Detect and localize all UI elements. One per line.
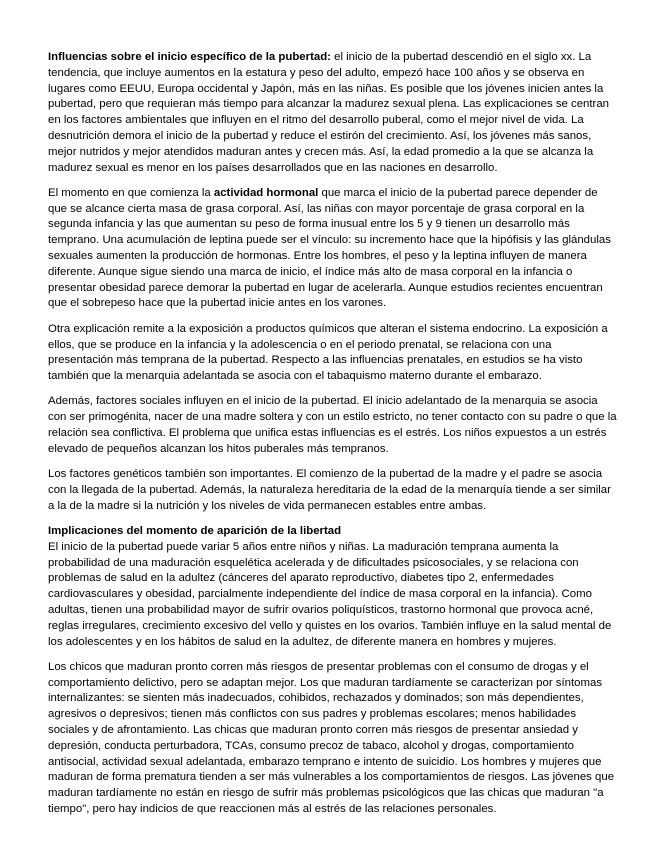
text-segment: Los factores genéticos también son importantes. El comienzo de la pubertad de la madre y el padre se asocia con la llegada de la pubertad. Además, la naturaleza hereditaria de la edad de la menarquía tiende a ser similar a la de la madre si la nutrición y los niveles de vida permanecen estables entre ambas. <box>48 468 611 512</box>
bold-text-segment: actividad hormonal <box>213 186 319 199</box>
text-segment: El inicio de la pubertad puede variar 5 años entre niños y niñas. La maduración temprana aumenta la probabilidad de una maduración esquelética acelerada y de dificultades psicosociales, y se relaciona con problemas de salud en la adultez (cánceres del aparato reproductivo, diabetes tipo 2, enfermedades cardiovasculares y obesidad, parcialmente independiente del índice de masa corporal en la infancia). Como adultas, tienen una probabilidad mayor de sufrir ovarios poliquísticos, trastorno hormonal que provoca acné, reglas irregulares, crecimiento excesivo del vello y quistes en los ovarios. También influye en la salud mental de los adolescentes y en los hábitos de salud en la adultez, de diferente manera en hombres y mujeres. <box>48 540 612 648</box>
paragraph <box>48 524 617 650</box>
text-segment: Otra explicación remite a la exposición a productos químicos que alteran el sistema endocrino. La exposición a ellos, que se produce en la infancia y la adolescencia o en el periodo prenatal, se relaciona con una presentación más temprana de la pubertad. Respecto a las influencias prenatales, en estudios se ha visto también que la menarquia adelantada se asocia con el tabaquismo materno durante el embarazo. <box>48 322 608 383</box>
text-segment: el inicio de la pubertad descendió en el siglo xx. La tendencia, que incluye aumentos en la estatura y peso del adulto, empezó hace 100 años y se observa en lugares como EEUU, Europa occidental y Japón, más en las niñas. Es posible que los jóvenes inicien antes la pubertad, pero que requieran más tiempo para alcanzar la madurez sexual plena. Las explicaciones se centran en los factores ambientales que influyen en el ritmo del desarrollo puberal, como el mejor nivel de vida. La desnutrición demora el inicio de la pubertad y reduce el estirón del crecimiento. Así, los jóvenes más sanos, mejor nutridos y mejor atendidos maduran antes y crecen más. Así, la edad promedio a la que se alcanza la madurez sexual es menor en los países desarrollados que en las naciones en desarrollo. <box>48 51 610 174</box>
text-segment: Además, factores sociales influyen en el inicio de la pubertad. El inicio adelantado de la menarquia se asocia con ser primogénita, nacer de una madre soltera y con un estilo estricto, no tener contacto con su padre o que la relación sea conflictiva. El problema que unifica estas influencias es el estrés. Los niños expuestos a un estrés elevado de pequeños alcanzan los hitos puberales más tempranos. <box>48 395 617 455</box>
paragraph <box>48 467 617 514</box>
text-segment: El momento en que comienza la <box>48 186 214 199</box>
paragraph <box>48 186 617 312</box>
paragraph <box>48 50 617 176</box>
bold-text-segment: Influencias sobre el inicio específico de la pubertad: <box>48 51 331 63</box>
text-segment: Los chicos que maduran pronto corren más riesgos de presentar problemas con el consumo de drogas y el comportamiento delictivo, pero se adaptan mejor. Los que maduran tardíamente se caracterizan por síntomas internalizantes: se sienten más inadecuados, cohibidos, rechazados y dominados; son más dependientes, agresivos o depresivos; tienen más conflictos con sus padres y problemas escolares; menos habilidades sociales y de afrontamiento. Las chicas que maduran pronto corren más riesgos de presentar ansiedad y depresión, conducta perturbadora, TCAs, consumo precoz de tabaco, alcohol y drogas, comportamiento antisocial, actividad sexual adelantada, embarazo temprano e intento de suicidio. Los hombres y mujeres que maduran de forma prematura tienden a ser más vulnerables a los comportamientos de riesgos. Las jóvenes que maduran tardíamente no están en riesgo de sufrir más problemas psicológicos que las chicas que maduran "a tiempo", pero hay indicios de que reaccionen más al estrés de las relaciones personales. <box>48 660 615 816</box>
document-body <box>48 50 617 818</box>
bold-text-segment: Implicaciones del momento de aparición de la libertad <box>48 525 342 538</box>
text-segment: que marca el inicio de la pubertad parece depender de que se alcance cierta masa de grasa corporal. Así, las niñas con mayor porcentaje de grasa corporal en la segunda infancia y las que aumentan su peso de forma inusual entre los 5 y 9 tienen un desarrollo más temprano. Una acumulación de leptina puede ser el vínculo: su incremento hace que la hipófisis y las glándulas sexuales aumenten la producción de hormonas. Entre los hombres, el peso y la leptina influyen de manera diferente. Aunque sigue siendo una marca de inicio, el índice más alto de masa corporal en la infancia o presentar obesidad parece demorar la pubertad en lugar de acelerarla. Aunque estudios recientes encuentran que el sobrepeso hace que la pubertad inicie antes en los varones. <box>48 186 611 310</box>
paragraph <box>48 394 617 457</box>
paragraph <box>48 322 617 385</box>
paragraph <box>48 660 617 818</box>
